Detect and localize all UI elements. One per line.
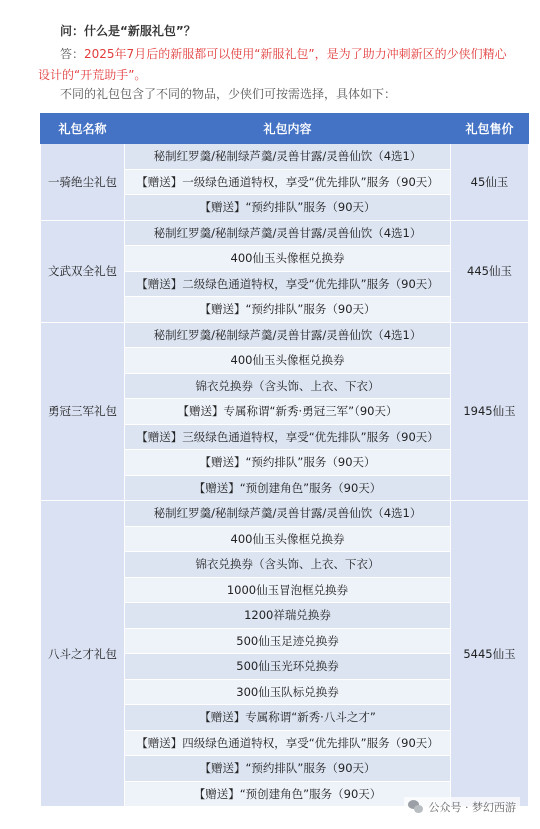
pack-item-cell: 锦衣兑换券（含头饰、上衣、下衣）	[125, 552, 451, 578]
answer-paragraph	[38, 44, 508, 86]
pack-item-cell: 秘制红罗羹/秘制绿芦羹/灵兽甘露/灵兽仙饮（4选1）	[125, 322, 451, 348]
pack-item-cell: 1200祥瑞兑换券	[125, 603, 451, 629]
pack-price-cell: 1945仙玉	[451, 322, 529, 501]
pack-item-cell: 400仙玉头像框兑换券	[125, 246, 451, 272]
answer-lead: 答：	[60, 47, 85, 61]
table-row	[41, 501, 529, 527]
pack-name-cell: 文武双全礼包	[41, 220, 125, 322]
pack-item-cell: 【赠送】四级绿色通道特权，享受“优先排队”服务（90天）	[125, 730, 451, 756]
pack-price-cell: 45仙玉	[451, 144, 529, 221]
pack-item-cell: 【赠送】专属称谓“新秀·八斗之才”	[125, 705, 451, 731]
intro-text: 不同的礼包包含了不同的物品，少侠们可按需选择，具体如下：	[60, 87, 397, 101]
pack-item-cell: 400仙玉头像框兑换券	[125, 348, 451, 374]
pack-item-cell: 【赠送】二级绿色通道特权，享受“优先排队”服务（90天）	[125, 271, 451, 297]
pack-item-cell: 500仙玉足迹兑换券	[125, 628, 451, 654]
pack-item-cell: 【赠送】一级绿色通道特权，享受“优先排队”服务（90天）	[125, 169, 451, 195]
pack-item-cell: 【赠送】“预创建角色”服务（90天）	[125, 781, 451, 807]
table-row	[41, 322, 529, 348]
watermark-text: 公众号 · 梦幻西游	[428, 801, 516, 814]
pack-item-cell: 400仙玉头像框兑换券	[125, 526, 451, 552]
pack-item-cell: 1000仙玉冒泡框兑换券	[125, 577, 451, 603]
pack-item-cell: 500仙玉光环兑换券	[125, 654, 451, 680]
header-pack-content: 礼包内容	[125, 114, 451, 144]
pack-item-cell: 【赠送】专属称谓“新秀·勇冠三军”（90天）	[125, 399, 451, 425]
pack-item-cell: 秘制红罗羹/秘制绿芦羹/灵兽甘露/灵兽仙饮（4选1）	[125, 501, 451, 527]
wechat-icon	[408, 800, 424, 814]
pack-item-cell: 秘制红罗羹/秘制绿芦羹/灵兽甘露/灵兽仙饮（4选1）	[125, 220, 451, 246]
pack-name-cell: 一骑绝尘礼包	[41, 144, 125, 221]
table-body	[41, 144, 529, 807]
watermark	[404, 797, 521, 817]
pack-item-cell: 【赠送】“预约排队”服务（90天）	[125, 756, 451, 782]
table-header-row	[41, 114, 529, 144]
pack-item-cell: 锦衣兑换券（含头饰、上衣、下衣）	[125, 373, 451, 399]
answer-text: 2025年7月后的新服都可以使用“新服礼包”，是为了助力冲刺新区的少侠们精心设计的“开荒助手”。	[38, 47, 507, 82]
table-row	[41, 220, 529, 246]
pack-item-cell: 【赠送】三级绿色通道特权，享受“优先排队”服务（90天）	[125, 424, 451, 450]
header-pack-price: 礼包售价	[451, 114, 529, 144]
pack-item-cell: 【赠送】“预约排队”服务（90天）	[125, 450, 451, 476]
question-heading: 问：什么是“新服礼包”？	[60, 24, 196, 38]
pack-name-cell: 八斗之才礼包	[41, 501, 125, 807]
header-pack-name: 礼包名称	[41, 114, 125, 144]
pack-item-cell: 【赠送】“预约排队”服务（90天）	[125, 297, 451, 323]
table-row	[41, 144, 529, 170]
gift-pack-table	[40, 113, 529, 807]
pack-item-cell: 秘制红罗羹/秘制绿芦羹/灵兽甘露/灵兽仙饮（4选1）	[125, 144, 451, 170]
pack-item-cell: 【赠送】“预创建角色”服务（90天）	[125, 475, 451, 501]
pack-item-cell: 【赠送】“预约排队”服务（90天）	[125, 195, 451, 221]
pack-item-cell: 300仙玉队标兑换券	[125, 679, 451, 705]
pack-name-cell: 勇冠三军礼包	[41, 322, 125, 501]
pack-price-cell: 5445仙玉	[451, 501, 529, 807]
pack-price-cell: 445仙玉	[451, 220, 529, 322]
